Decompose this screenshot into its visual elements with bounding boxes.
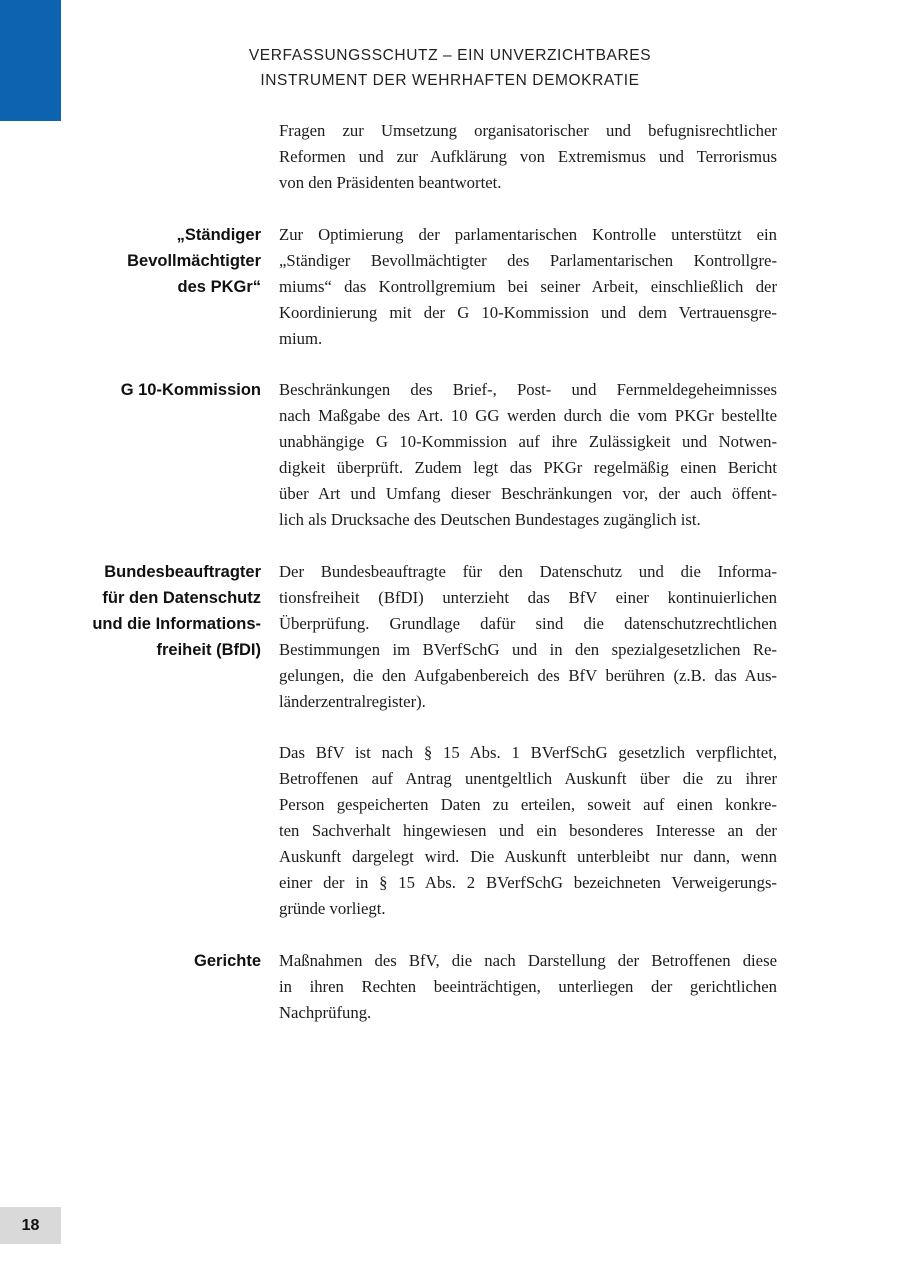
paragraph-line: Bestimmungen im BVerfSchG und in den spezialgesetzlichen Re- xyxy=(279,640,777,659)
paragraph-line: Zur Optimierung der parlamentarischen Kontrolle unterstützt ein xyxy=(279,225,777,244)
margin-heading-line: „Ständiger xyxy=(176,226,261,244)
header-line-2: INSTRUMENT DER WEHRHAFTEN DEMOKRATIE xyxy=(260,72,640,89)
paragraph-line: Überprüfung. Grundlage dafür sind die datenschutzrechtlichen xyxy=(279,614,777,633)
margin-heading-staendiger xyxy=(60,222,261,300)
margin-heading-line: für den Datenschutz xyxy=(102,589,261,607)
paragraph-line: lich als Drucksache des Deutschen Bundestages zugänglich ist. xyxy=(279,510,701,529)
margin-heading-line: freiheit (BfDI) xyxy=(156,641,261,659)
margin-heading-line: des PKGr“ xyxy=(177,278,261,296)
bfdi-paragraph-2 xyxy=(279,740,777,922)
blue-corner-tab xyxy=(0,0,61,121)
margin-heading-bfdi xyxy=(60,559,261,663)
paragraph-line: Das BfV ist nach § 15 Abs. 1 BVerfSchG gesetzlich verpflichtet, xyxy=(279,743,777,762)
paragraph-line: Beschränkungen des Brief-, Post- und Fernmeldegeheimnisses xyxy=(279,380,777,399)
paragraph-line: digkeit überprüft. Zudem legt das PKGr regelmäßig einen Bericht xyxy=(279,458,777,477)
margin-heading-g10 xyxy=(60,377,261,403)
paragraph-line: Der Bundesbeauftragte für den Datenschutz und die Informa- xyxy=(279,562,777,581)
paragraph-line: gelungen, die den Aufgabenbereich des BfV berühren (z.B. das Aus- xyxy=(279,666,777,685)
staendiger-paragraph xyxy=(279,222,777,352)
paragraph-line: nach Maßgabe des Art. 10 GG werden durch die vom PKGr bestellte xyxy=(279,406,777,425)
margin-heading-line: und die Informations- xyxy=(92,615,261,633)
margin-heading-line: Bevollmächtigter xyxy=(127,252,261,270)
paragraph-line: mium. xyxy=(279,329,323,348)
paragraph-line: gründe vorliegt. xyxy=(279,899,386,918)
intro-line: von den Präsidenten beantwortet. xyxy=(279,173,502,192)
intro-line: Reformen und zur Aufklärung von Extremismus und Terrorismus xyxy=(279,147,777,166)
paragraph-line: Koordinierung mit der G 10-Kommission und dem Vertrauensgre- xyxy=(279,303,777,322)
paragraph-line: länderzentralregister). xyxy=(279,692,426,711)
margin-heading-line: G 10-Kommission xyxy=(120,381,261,399)
g10-paragraph xyxy=(279,377,777,533)
paragraph-line: Betroffenen auf Antrag unentgeltlich Auskunft über die zu ihrer xyxy=(279,769,777,788)
paragraph-line: über Art und Umfang dieser Beschränkungen vor, der auch öffent- xyxy=(279,484,777,503)
paragraph-line: tionsfreiheit (BfDI) unterzieht das BfV einer kontinuierlichen xyxy=(279,588,777,607)
margin-heading-line: Bundesbeauftragter xyxy=(104,563,261,581)
paragraph-line: Person gespeicherten Daten zu erteilen, soweit auf einen konkre- xyxy=(279,795,777,814)
paragraph-line: Nachprüfung. xyxy=(279,1003,372,1022)
paragraph-line: einer der in § 15 Abs. 2 BVerfSchG bezeichneten Verweigerungs- xyxy=(279,873,777,892)
paragraph-line: Maßnahmen des BfV, die nach Darstellung der Betroffenen diese xyxy=(279,951,777,970)
paragraph-line: Auskunft dargelegt wird. Die Auskunft unterbleibt nur dann, wenn xyxy=(279,847,777,866)
intro-paragraph xyxy=(279,118,777,196)
running-header xyxy=(150,43,750,93)
gerichte-paragraph xyxy=(279,948,777,1026)
paragraph-line: in ihren Rechten beeinträchtigen, unterliegen der gerichtlichen xyxy=(279,977,777,996)
paragraph-line: ten Sachverhalt hingewiesen und ein besonderes Interesse an der xyxy=(279,821,777,840)
margin-heading-gerichte xyxy=(60,948,261,974)
paragraph-line: „Ständiger Bevollmächtigter des Parlamentarischen Kontrollgre- xyxy=(279,251,777,270)
intro-line: Fragen zur Umsetzung organisatorischer und befugnisrechtlicher xyxy=(279,121,777,140)
page-number: 18 xyxy=(0,1207,61,1244)
bfdi-paragraph-1 xyxy=(279,559,777,715)
paragraph-line: miums“ das Kontrollgremium bei seiner Arbeit, einschließlich der xyxy=(279,277,777,296)
paragraph-line: unabhängige G 10-Kommission auf ihre Zulässigkeit und Notwen- xyxy=(279,432,777,451)
margin-heading-line: Gerichte xyxy=(194,952,261,970)
header-line-1: VERFASSUNGSSCHUTZ – EIN UNVERZICHTBARES xyxy=(248,47,652,64)
